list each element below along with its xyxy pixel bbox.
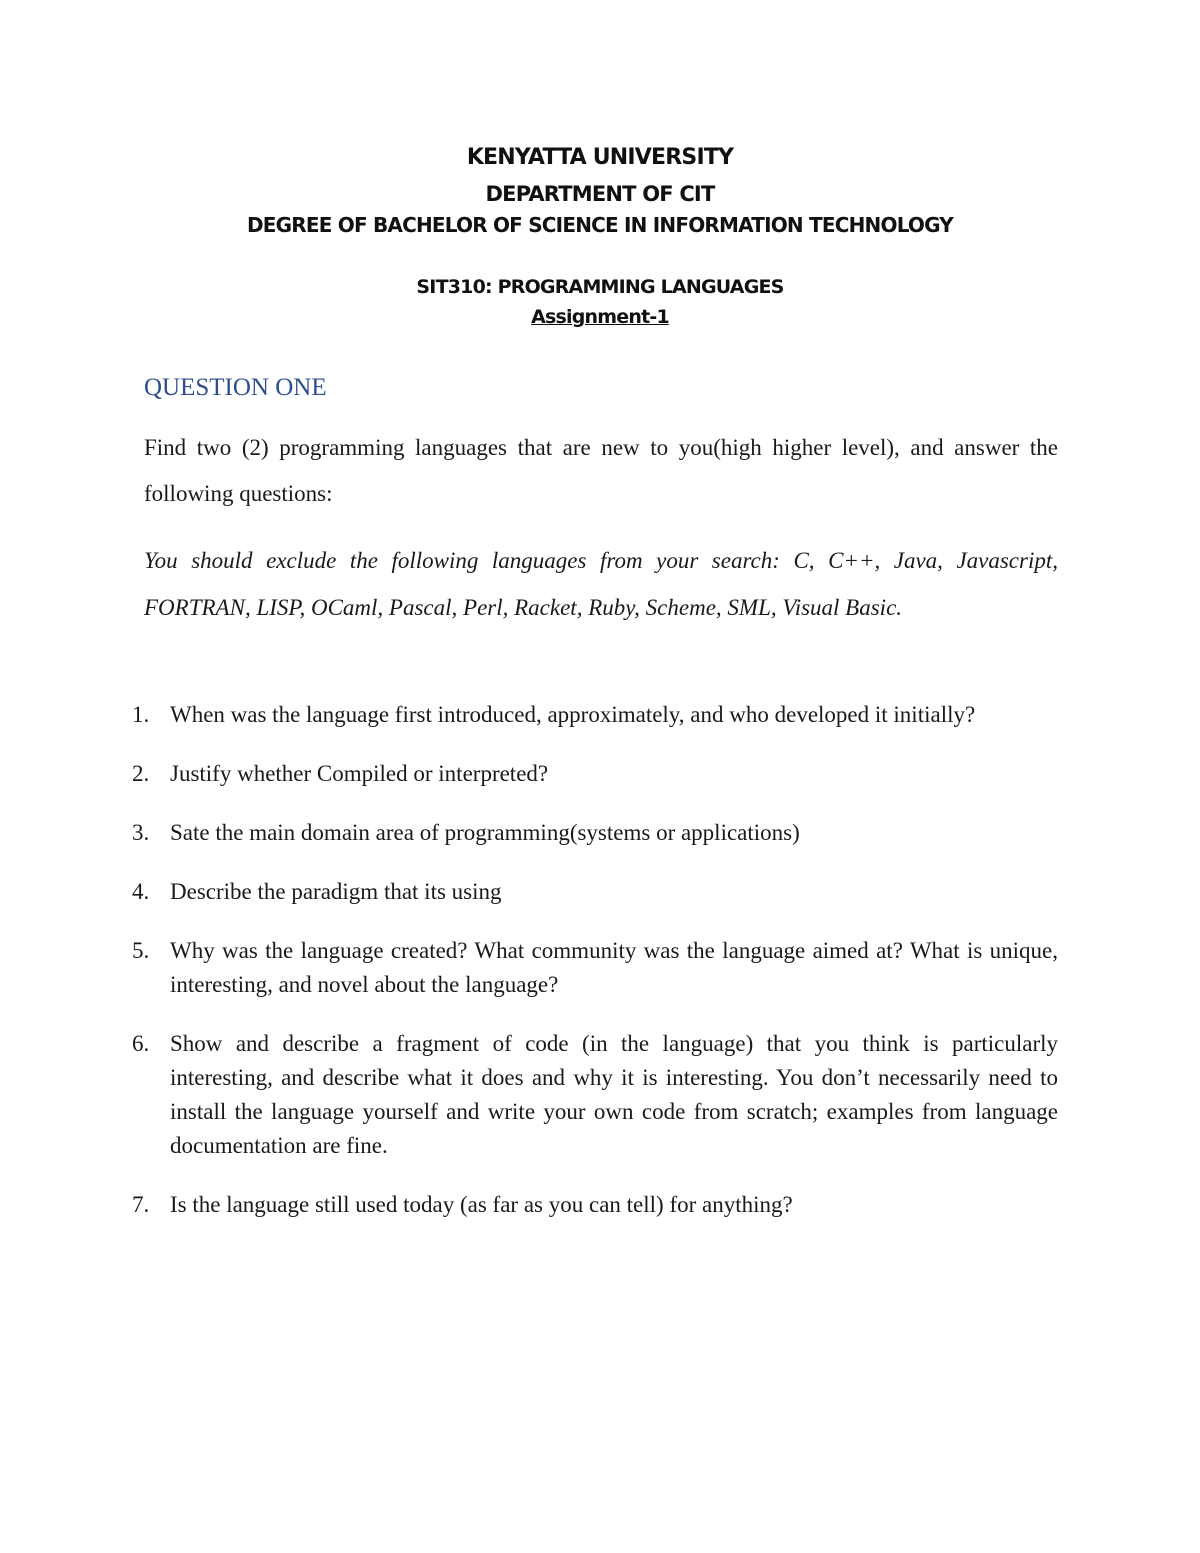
university-name: KENYATTA UNIVERSITY: [466, 145, 734, 170]
list-item: [132, 1027, 1058, 1163]
list-item: [132, 816, 1058, 850]
list-item-text: Justify whether Compiled or interpreted?: [170, 761, 549, 786]
list-item: [132, 698, 1058, 732]
list-item-number: 1.: [132, 702, 150, 727]
list-item: [132, 875, 1058, 909]
assignment-title: Assignment-1: [531, 306, 669, 328]
department-name: DEPARTMENT OF CIT: [485, 182, 715, 206]
list-item-text: When was the language first introduced, approximately, and who developed it initially?: [170, 702, 976, 727]
assignment-title-wrapper: [0, 306, 1200, 328]
list-item: [132, 934, 1058, 1002]
list-item-text: Sate the main domain area of programming(systems or applications): [170, 820, 800, 845]
list-item-text: Show and describe a fragment of code (in the language) that you think is particularly interesting, and describe what it does and why it is interesting. You don’t necessarily need to install the language yourself and write your own code from scratch; examples from language documentation are fine.: [170, 1031, 1058, 1158]
question-list: [132, 698, 1058, 1247]
degree-title: DEGREE OF BACHELOR OF SCIENCE IN INFORMATION TECHNOLOGY: [246, 213, 953, 237]
list-item-number: 5.: [132, 938, 150, 963]
question-intro: Find two (2) programming languages that are new to you(high higher level), and answer the following questions:: [144, 435, 1058, 506]
list-item-number: 4.: [132, 879, 150, 904]
list-item-number: 2.: [132, 761, 150, 786]
list-item-text: Is the language still used today (as far as you can tell) for anything?: [170, 1192, 793, 1217]
list-item: [132, 1188, 1058, 1222]
list-item: [132, 757, 1058, 791]
question-title: QUESTION ONE: [144, 374, 327, 401]
list-item-text: Describe the paradigm that its using: [170, 879, 502, 904]
list-item-number: 6.: [132, 1031, 150, 1056]
exclusion-note: You should exclude the following languages from your search: C, C++, Java, Javascript, FORTRAN, LISP, OCaml, Pascal, Perl, Racket, Ruby, Scheme, SML, Visual Basic.: [144, 548, 1058, 620]
course-title: SIT310: PROGRAMMING LANGUAGES: [416, 276, 784, 298]
list-item-number: 3.: [132, 820, 150, 845]
list-item-number: 7.: [132, 1192, 150, 1217]
list-item-text: Why was the language created? What community was the language aimed at? What is unique, interesting, and novel about the language?: [170, 938, 1058, 997]
